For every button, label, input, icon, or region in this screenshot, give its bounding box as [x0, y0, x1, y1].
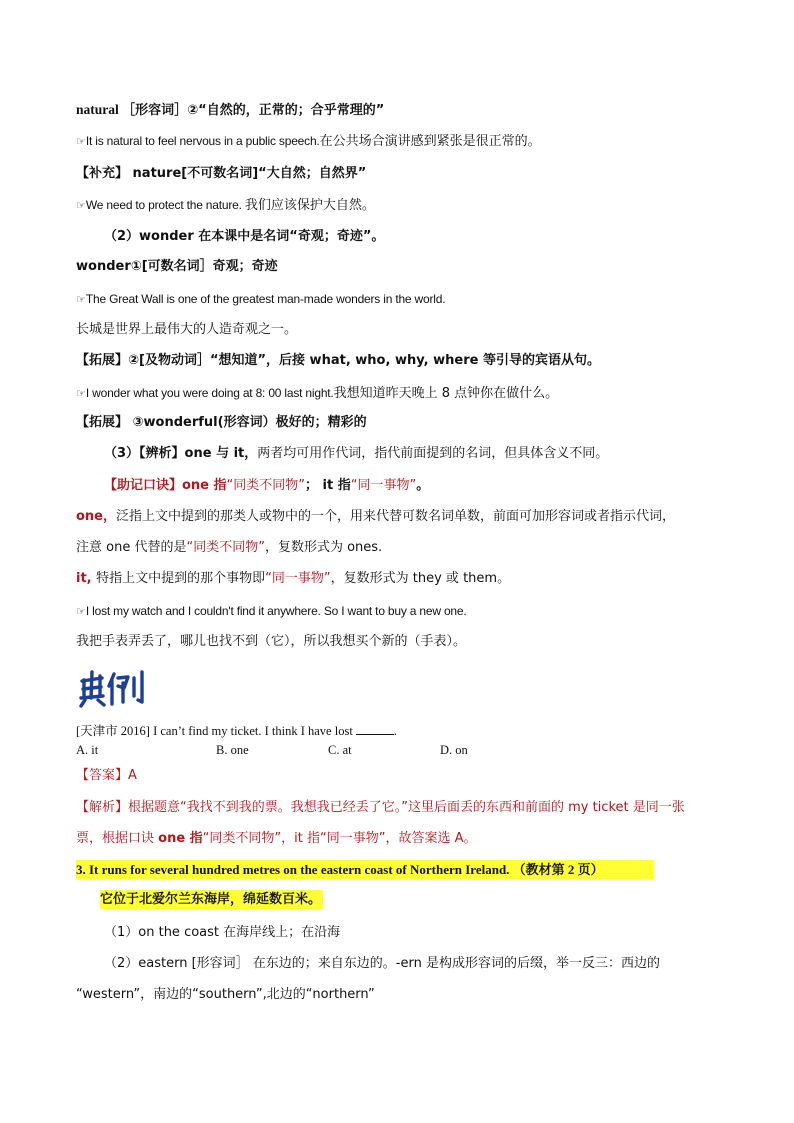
example-sentence-natural [76, 132, 541, 151]
option-a: A. it [76, 743, 99, 757]
one-text: 泛指上文中提到的那类人或物中的一个，用来代替可数名词单数，前面可加形容词或者指示代词， [116, 509, 676, 524]
wonder-verb-extension: 【拓展】②[及物动词］“想知道”，后接 what, who, why, where 等引导的宾语从句。 [76, 353, 600, 368]
example-sentence-great-wall [76, 290, 445, 309]
eastern-note: （2）eastern [形容词］ 在东边的；来自东边的。-ern 是构成形容词的后缀，举一反三：西边的 [104, 956, 660, 971]
example-sentence-nature [76, 196, 375, 215]
wonder-definition: wonder①[可数名词］奇观；奇迹 [76, 259, 278, 274]
analysis-prefix: 票，根据口诀 [76, 831, 159, 846]
option-d: D. on [440, 743, 468, 757]
one-highlight: “同类不同物” [186, 540, 265, 555]
answer-blank [356, 723, 394, 735]
analysis-line-2 [76, 830, 476, 848]
one-explanation [76, 508, 675, 526]
mnemonic-one: “同类不同物” [226, 478, 306, 493]
analysis-one: one 指 [158, 831, 203, 846]
example-question [76, 722, 397, 740]
analysis-label: （3）【辨析】one 与 it， [104, 446, 258, 461]
question-text: [天津市 2016] I can’t find my ticket. I think I have lost [76, 724, 356, 738]
one-note: 注意 one 代替的是 [76, 540, 187, 555]
mnemonic-end: 。 [416, 478, 430, 493]
pointing-hand-icon: ☞ [76, 294, 86, 306]
one-word: one， [76, 509, 117, 524]
it-text: 特指上文中提到的那个事物即 [96, 571, 266, 586]
analysis-rest: “同类不同物”，it 指“同一事物”，故答案选 A。 [202, 831, 477, 846]
pointing-hand-icon: ☞ [76, 200, 86, 212]
it-explanation [76, 570, 510, 588]
mnemonic [104, 477, 429, 495]
section-3-translation: 它位于北爱尔兰东海岸，绵延数百米。 [100, 892, 322, 907]
example-sentence-watch [76, 602, 467, 621]
natural-definition [76, 101, 384, 120]
pointing-hand-icon: ☞ [76, 606, 86, 618]
one-it-analysis [104, 445, 608, 463]
wonder-note: （2）wonder 在本课中是名词“奇观；奇迹”。 [104, 229, 385, 244]
example-en: The Great Wall is one of the greatest man-made wonders in the world. [85, 292, 446, 306]
answer: 【答案】A [76, 768, 137, 783]
headword-natural: natural [76, 102, 119, 117]
on-the-coast-note: （1）on the coast 在海岸线上；在沿海 [104, 925, 341, 940]
one-plural: ，复数形式为 ones. [264, 540, 383, 555]
analysis-line-1: 【解析】根据题意“我找不到我的票。我想我已经丢了它。”这里后面丢的东西和前面的 my ticket 是同一张 [76, 800, 685, 815]
pointing-hand-icon: ☞ [76, 388, 86, 400]
example-en: It is natural to feel nervous in a public speech. [85, 134, 320, 148]
example-sentence-wonder-verb [76, 384, 558, 403]
mnemonic-label: 【助记口诀】one 指 [104, 478, 227, 493]
example-en: We need to protect the nature. [85, 198, 245, 212]
option-b: B. one [216, 743, 249, 757]
supplement-text: nature[不可数名词]“大自然；自然界” [128, 166, 367, 181]
analysis-text: 两者均可用作代词，指代前面提到的名词，但具体含义不同。 [257, 446, 609, 461]
it-word: it, [76, 571, 97, 586]
supplement-nature [76, 164, 366, 183]
question-end: . [393, 724, 398, 738]
example-zh: 在公共场合演讲感到紧张是很正常的。 [319, 134, 541, 149]
natural-meaning: ［形容词］②“自然的，正常的；合乎常理的” [122, 103, 385, 118]
mnemonic-sep: ； it 指 [305, 478, 351, 493]
eastern-note-cont: “western”，南边的“southern”,北边的“northern” [76, 987, 375, 1002]
example-en: I wonder what you were doing at 8: 00 last night. [85, 386, 334, 400]
watch-translation: 我把手表弄丢了，哪儿也找不到（它），所以我想买个新的（手表）。 [76, 634, 467, 649]
wonderful-extension: 【拓展】 ③wonderful(形容词）极好的；精彩的 [76, 415, 367, 430]
example-en: I lost my watch and I couldn't find it anywhere. So I want to buy a new one. [85, 604, 467, 618]
it-plural: ，复数形式为 they 或 them。 [330, 571, 511, 586]
section-3-heading: 3. It runs for several hundred metres on the eastern coast of Northern Ireland. （教材第 2 页） [76, 860, 654, 879]
example-zh: 我们应该保护大自然。 [244, 198, 375, 213]
mnemonic-it: “同一事物” [350, 478, 417, 493]
it-highlight: “同一事物” [265, 571, 331, 586]
example-zh: 我想知道昨天晚上 8 点钟你在做什么。 [333, 386, 559, 401]
supplement-tag: 【补充】 [76, 166, 129, 181]
example-logo [78, 668, 154, 708]
great-wall-translation: 长城是世界上最伟大的人造奇观之一。 [76, 322, 298, 337]
option-c: C. at [328, 743, 352, 757]
pointing-hand-icon: ☞ [76, 136, 86, 148]
one-explanation-cont [76, 539, 382, 557]
